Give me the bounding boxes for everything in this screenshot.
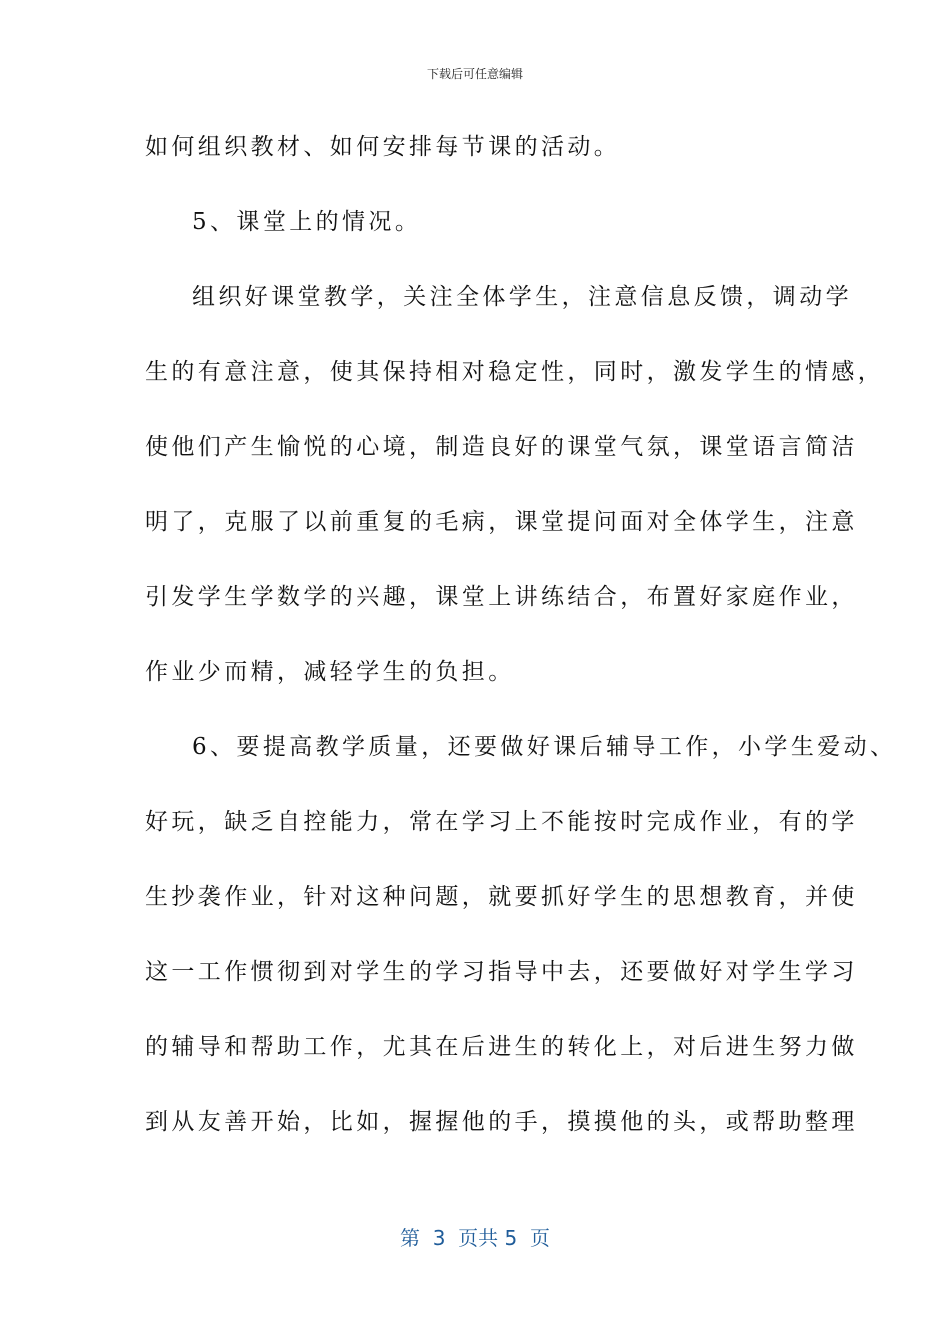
paragraph-line: 使他们产生愉悦的心境，制造良好的课堂气氛，课堂语言简洁 <box>145 434 858 460</box>
paragraph-line: 的辅导和帮助工作，尤其在后进生的转化上，对后进生努力做 <box>145 1034 858 1060</box>
paragraph-line: 生的有意注意，使其保持相对稳定性，同时，激发学生的情感， <box>145 359 885 385</box>
paragraph-line: 明了，克服了以前重复的毛病，课堂提问面对全体学生，注意 <box>145 509 858 535</box>
paragraph-line: 这一工作惯彻到对学生的学习指导中去，还要做好对学生学习 <box>145 959 858 985</box>
paragraph-line: 好玩，缺乏自控能力，常在学习上不能按时完成作业，有的学 <box>145 809 858 835</box>
paragraph-line: 生抄袭作业，针对这种问题，就要抓好学生的思想教育，并使 <box>145 884 858 910</box>
paragraph-line: 5、课堂上的情况。 <box>192 209 422 235</box>
paragraph-line: 6、要提高教学质量，还要做好课后辅导工作，小学生爱动、 <box>192 734 897 760</box>
paragraph-line: 作业少而精，减轻学生的负担。 <box>145 659 515 685</box>
paragraph-line: 如何组织教材、如何安排每节课的活动。 <box>145 134 621 160</box>
paragraph-line: 到从友善开始，比如，握握他的手，摸摸他的头，或帮助整理 <box>145 1109 858 1135</box>
paragraph-line: 组织好课堂教学，关注全体学生，注意信息反馈，调动学 <box>192 284 852 310</box>
page-number-footer: 第 3 页共 5 页 <box>400 1226 550 1250</box>
paragraph-line: 引发学生学数学的兴趣，课堂上讲练结合，布置好家庭作业， <box>145 584 858 610</box>
page-header-note: 下载后可任意编辑 <box>426 67 523 81</box>
